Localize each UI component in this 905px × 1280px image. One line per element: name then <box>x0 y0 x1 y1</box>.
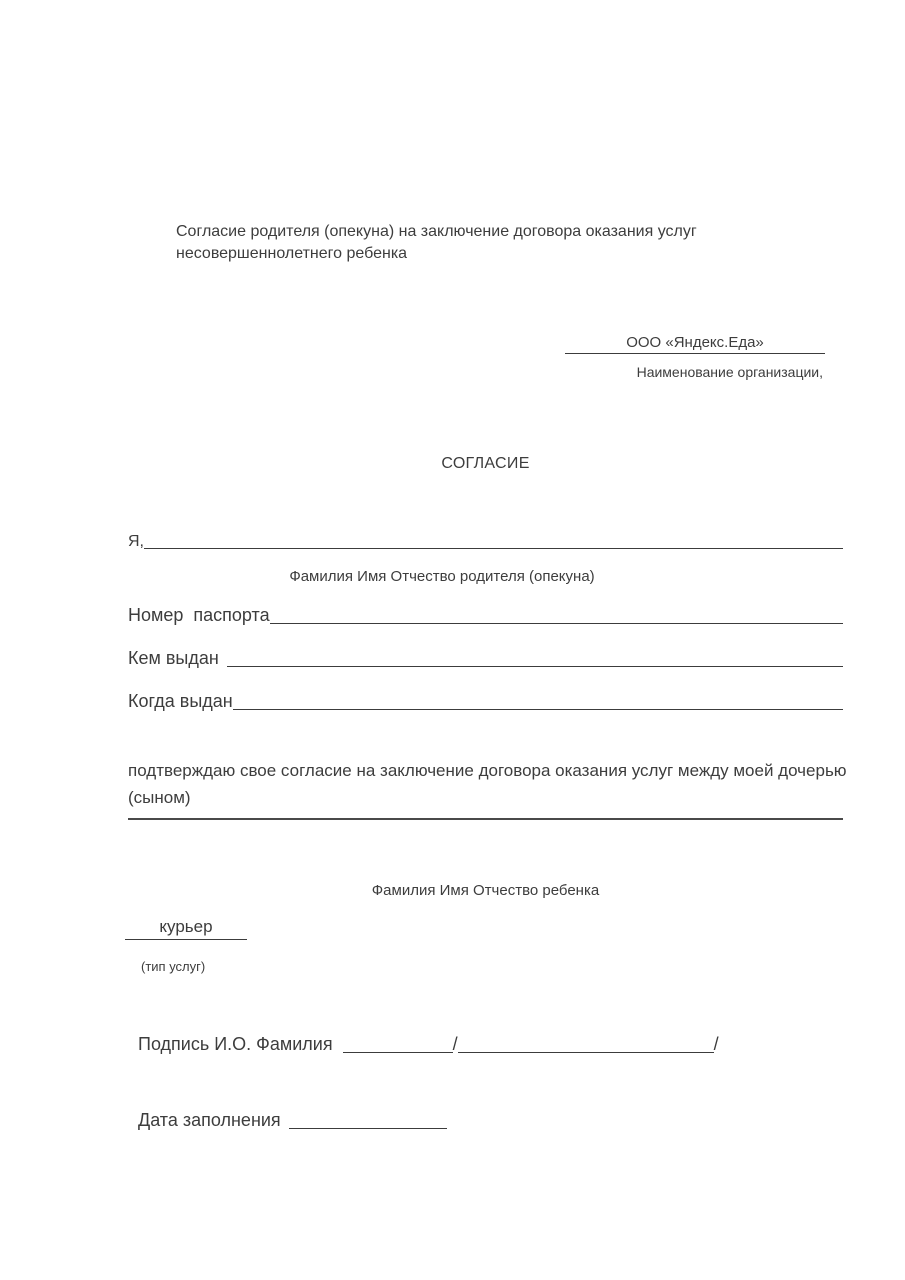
organization-value: ООО «Яндекс.Еда» <box>626 334 764 351</box>
service-type-caption: (тип услуг) <box>141 959 206 974</box>
doc-title-line2: несовершеннолетнего ребенка <box>176 245 408 262</box>
fill-date-blank-line <box>289 1128 447 1129</box>
issued-by-row <box>128 648 843 669</box>
issued-when-label: Когда выдан <box>128 691 233 711</box>
doc-title-line1: Согласие родителя (опекуна) на заключение договора оказания услуг <box>176 223 697 240</box>
passport-number-row <box>128 605 843 626</box>
confirmation-line2: (сыном) <box>128 788 191 807</box>
passport-number-label: Номер паспорта <box>128 605 270 625</box>
issued-when-blank-line <box>233 709 843 710</box>
confirmation-line1: подтверждаю свое согласие на заключение договора оказания услуг между моей дочерью <box>128 761 847 780</box>
consent-heading: СОГЛАСИЕ <box>441 455 530 472</box>
slash-separator-1: / <box>452 1034 458 1054</box>
organization-caption: Наименование организации, <box>636 364 823 380</box>
doc-title <box>176 221 776 265</box>
signature-blank-line-1 <box>343 1052 453 1053</box>
parent-name-blank-line <box>144 548 843 549</box>
parent-name-caption: Фамилия Имя Отчество родителя (опекуна) <box>289 568 595 585</box>
service-type-value: курьер <box>159 917 213 936</box>
slash-separator-2: / <box>713 1034 719 1054</box>
parent-name-label: Я, <box>128 533 144 550</box>
issued-by-blank-line <box>227 666 843 667</box>
signature-row <box>138 1034 778 1055</box>
fill-date-row <box>138 1110 458 1131</box>
service-type-blank-line <box>125 917 247 940</box>
child-name-blank-line <box>128 818 843 820</box>
parent-name-row <box>128 533 843 551</box>
organization-blank-line <box>565 334 825 354</box>
passport-number-blank-line <box>270 623 843 624</box>
fill-date-label: Дата заполнения <box>138 1110 281 1130</box>
issued-by-label: Кем выдан <box>128 648 219 668</box>
child-name-caption: Фамилия Имя Отчество ребенка <box>371 882 600 899</box>
issued-when-row <box>128 691 843 712</box>
confirmation-text <box>128 757 848 811</box>
signature-label: Подпись И.О. Фамилия <box>138 1034 333 1054</box>
signature-blank-line-2 <box>458 1052 714 1053</box>
